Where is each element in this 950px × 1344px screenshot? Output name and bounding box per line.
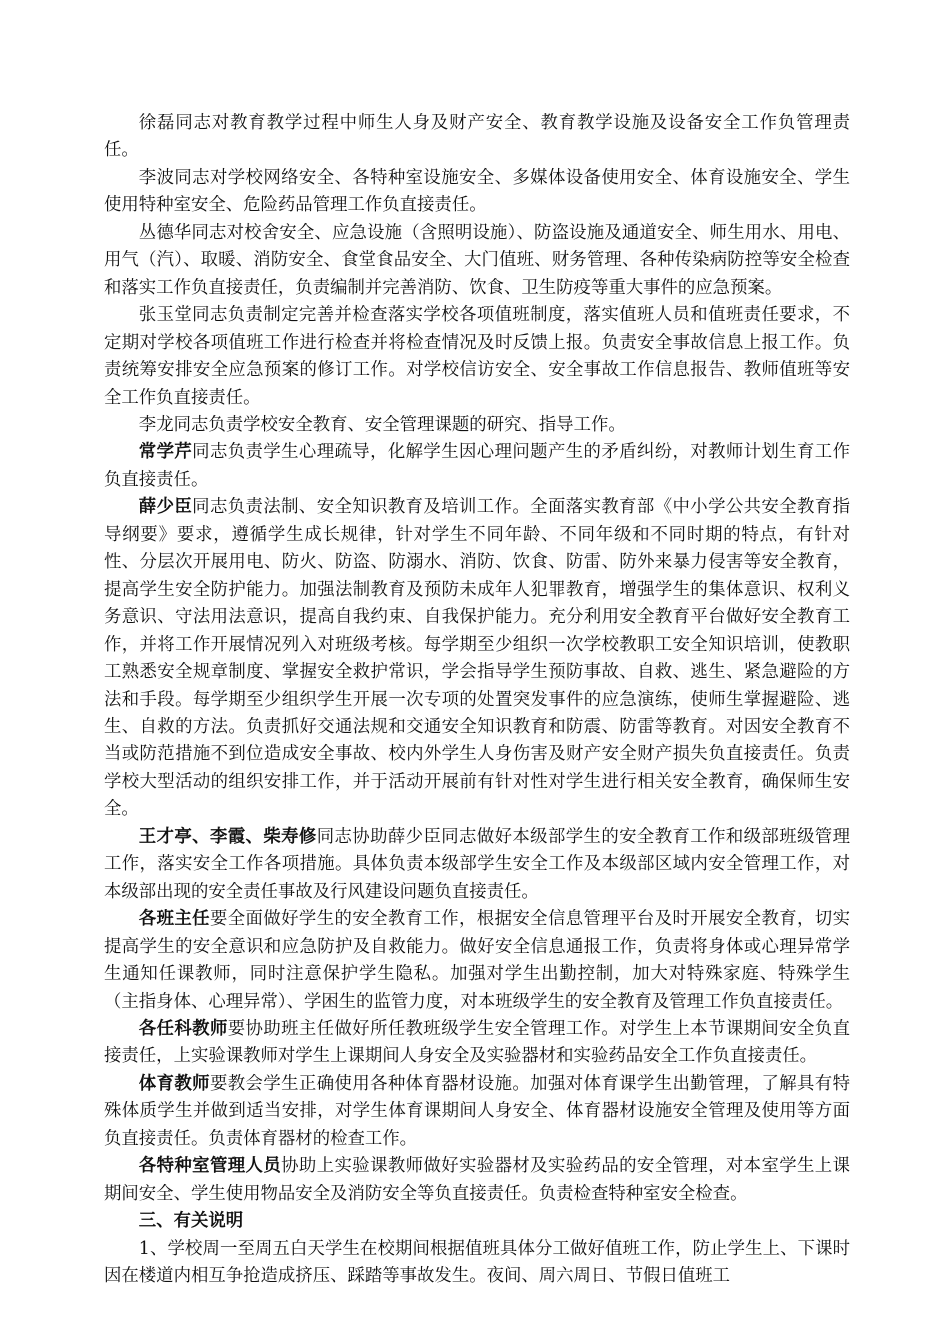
paragraph-lead: 常学芹	[138, 442, 193, 463]
section-heading: 三、有关说明	[138, 1211, 244, 1232]
paragraph-xu-lei	[104, 110, 850, 165]
paragraph-text: 李龙同志负责学校安全教育、安全管理课题的研究、指导工作。	[138, 414, 626, 435]
paragraph-text: 同志协助薛少臣同志做好本级部学生的安全教育工作和级部班级管理工作，落实安全工作各项措施。具体负责本级部学生安全工作及本级部区域内安全管理工作，对本级部出现的安全责任事故及行风建设问题负直接责任。	[104, 826, 850, 902]
paragraph-cong-dehua	[104, 220, 850, 302]
paragraph-text: 要全面做好学生的安全教育工作，根据安全信息管理平台及时开展安全教育，切实提高学生的安全意识和应急防护及自救能力。做好安全信息通报工作，负责将身体或心理异常学生通知任课教师，同时注意保护学生隐私。加强对学生出勤控制，加大对特殊家庭、特殊学生（主指身体、心理异常）、学困生的监管力度，对本班级学生的安全教育及管理工作负直接责任。	[104, 909, 850, 1012]
paragraph-lead: 体育教师	[138, 1073, 210, 1094]
paragraph-grade-leaders	[104, 824, 850, 906]
paragraph-xue-shaochen	[104, 494, 850, 823]
paragraph-pe-teachers	[104, 1071, 850, 1153]
paragraph-text: 同志负责法制、安全知识教育及培训工作。全面落实教育部《中小学公共安全教育指导纲要》要求，遵循学生成长规律，针对学生不同年龄、不同年级和不同时期的特点，有针对性、分层次开展用电、防火、防盗、防溺水、消防、饮食、防雷、防外来暴力侵害等安全教育，提高学生安全防护能力。加强法制教育及预防未成年人犯罪教育，增强学生的集体意识、权利义务意识、守法用法意识，提高自我约束、自我保护能力。充分利用安全教育平台做好安全教育工作，并将工作开展情况列入对班级考核。每学期至少组织一次学校教职工安全知识培训，使教职工熟悉安全规章制度、掌握安全救护常识，学会指导学生预防事故、自救、逃生、紧急避险的方法和手段。每学期至少组织学生开展一次专项的处置突发事件的应急演练，使师生掌握避险、逃生、自救的方法。负责抓好交通法规和交通安全知识教育和防震、防雷等教育。对因安全教育不当或防范措施不到位造成安全事故、校内外学生人身伤害及财产安全财产损失负直接责任。负责学校大型活动的组织安排工作，并于活动开展前有针对性对学生进行相关安全教育，确保师生安全。	[104, 497, 850, 820]
paragraph-text: 协助上实验课教师做好实验器材及实验药品的安全管理，对本室学生上课期间安全、学生使用物品安全及消防安全等负直接责任。负责检查特种室安全检查。	[104, 1156, 850, 1204]
paragraph-lead: 薛少臣	[138, 497, 193, 518]
paragraph-subject-teachers	[104, 1016, 850, 1071]
final-paragraph: 1、学校周一至周五白天学生在校期间根据值班具体分工做好值班工作，防止学生上、下课时因在楼道内相互争抢造成挤压、踩踏等事故发生。夜间、周六周日、节假日值班工	[104, 1238, 850, 1287]
paragraph-chang-xueqin	[104, 439, 850, 494]
paragraph-text: 同志负责学生心理疏导，化解学生因心理问题产生的矛盾纠纷，对教师计划生育工作负直接责任。	[104, 442, 850, 490]
paragraph-text: 张玉堂同志负责制定完善并检查落实学校各项值班制度，落实值班人员和值班责任要求，不定期对学校各项值班工作进行检查并将检查情况及时反馈上报。负责安全事故信息上报工作。负责统筹安排安全应急预案的修订工作。对学校信访安全、安全事故工作信息报告、教师值班等安全工作负直接责任。	[104, 305, 850, 408]
paragraph-lead: 王才亭、李霞、柴寿修	[138, 826, 317, 847]
paragraph-text: 丛德华同志对校舍安全、应急设施（含照明设施）、防盗设施及通道安全、师生用水、用电、用气（汽）、取暖、消防安全、食堂食品安全、大门值班、财务管理、各种传染病防控等安全检查和落实工作负直接责任，负责编制并完善消防、饮食、卫生防疫等重大事件的应急预案。	[104, 222, 850, 298]
paragraph-lead: 各任科教师	[138, 1018, 228, 1039]
paragraph-text: 要教会学生正确使用各种体育器材设施。加强对体育课学生出勤管理，了解具有特殊体质学生并做到适当安排，对学生体育课期间人身安全、体育器材设施安全管理及使用等方面负直接责任。负责体育器材的检查工作。	[104, 1073, 850, 1149]
paragraph-text: 李波同志对学校网络安全、各特种室设施安全、多媒体设备使用安全、体育设施安全、学生使用特种室安全、危险药品管理工作负直接责任。	[104, 167, 850, 216]
paragraph-li-long	[104, 412, 850, 439]
paragraph-text: 徐磊同志对教育教学过程中师生人身及财产安全、教育教学设施及设备安全工作负管理责任。	[104, 113, 850, 161]
paragraph-zhang-yutang	[104, 302, 850, 412]
paragraph-special-room-staff	[104, 1153, 850, 1208]
paragraph-li-bo	[104, 165, 850, 220]
paragraph-text: 要协助班主任做好所任教班级学生安全管理工作。对学生上本节课期间安全负直接责任，上实验课教师对学生上课期间人身安全及实验器材和实验药品安全工作负直接责任。	[104, 1018, 850, 1067]
paragraph-class-teachers	[104, 906, 850, 1016]
paragraph-lead: 各特种室管理人员	[138, 1156, 282, 1177]
paragraph-lead: 各班主任	[138, 909, 210, 930]
document-page	[104, 110, 850, 1290]
